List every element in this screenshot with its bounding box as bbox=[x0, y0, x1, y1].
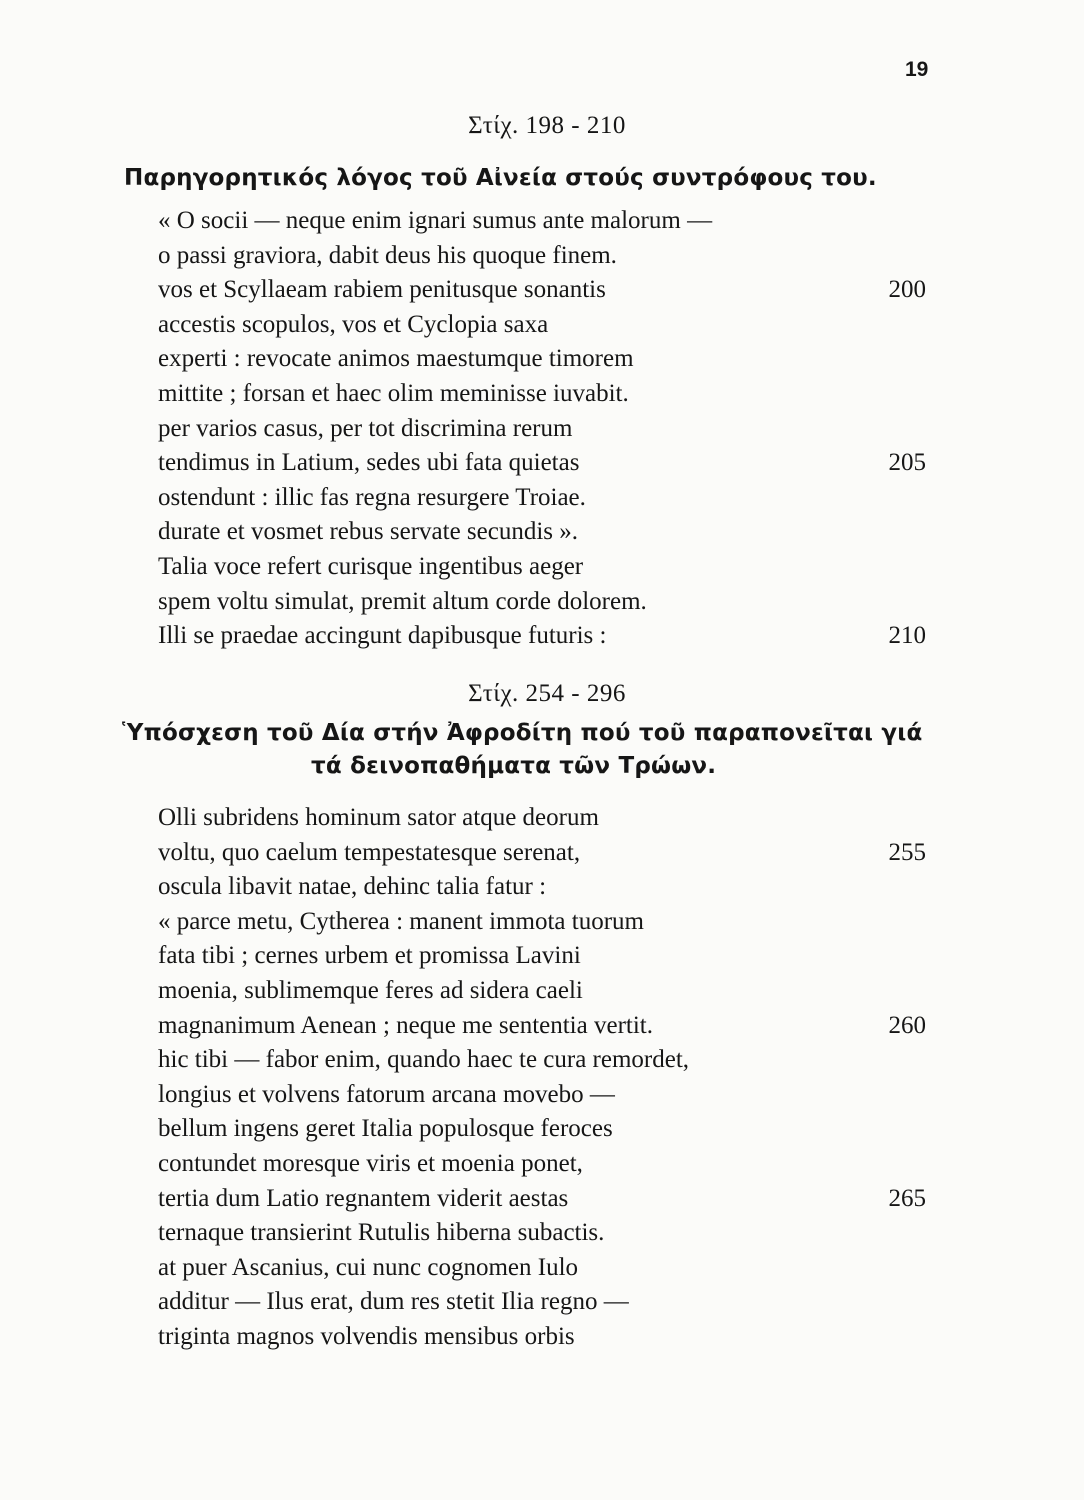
verse-number: 205 bbox=[888, 449, 926, 477]
verse-text: triginta magnos volvendis mensibus orbis bbox=[158, 1322, 575, 1350]
verse-line bbox=[158, 342, 926, 377]
verse-text: additur — Ilus erat, dum res stetit Ilia regno — bbox=[158, 1288, 629, 1316]
verse-line bbox=[158, 939, 926, 974]
verse-line bbox=[158, 515, 926, 550]
verse-line bbox=[158, 870, 926, 905]
verse-line bbox=[158, 1182, 926, 1217]
section-1-verse-range: Στίχ. 198 - 210 bbox=[468, 112, 626, 139]
verse-number: 255 bbox=[888, 838, 926, 866]
verse-text: durate et vosmet rebus servate secundis ». bbox=[158, 518, 579, 546]
verse-line bbox=[158, 1216, 926, 1251]
section-2-title-line-1: Ὑπόσχεση τοῦ Δία στήν Ἀφροδίτη πού τοῦ παραπονεῖται γιά bbox=[122, 720, 923, 746]
verse-text: longius et volvens fatorum arcana movebo — bbox=[158, 1080, 615, 1108]
verse-number: 260 bbox=[888, 1011, 926, 1039]
verse-text: Talia voce refert curisque ingentibus aeger bbox=[158, 552, 584, 580]
verse-text: voltu, quo caelum tempestatesque serenat, bbox=[158, 838, 581, 866]
verse-text: bellum ingens geret Italia populosque feroces bbox=[158, 1115, 613, 1143]
section-1-title: Παρηγορητικός λόγος τοῦ Αἰνεία στούς συντρόφους του. bbox=[124, 165, 877, 191]
section-2-title-line-2: τά δεινοπαθήματα τῶν Τρώων. bbox=[311, 753, 717, 779]
verse-text: hic tibi — fabor enim, quando haec te cura remordet, bbox=[158, 1046, 690, 1074]
verse-line bbox=[158, 974, 926, 1009]
verse-line bbox=[158, 1147, 926, 1182]
verse-line bbox=[158, 1285, 926, 1320]
verse-text: at puer Ascanius, cui nunc cognomen Iulo bbox=[158, 1253, 579, 1281]
verse-line bbox=[158, 1320, 926, 1355]
verse-text: oscula libavit natae, dehinc talia fatur : bbox=[158, 873, 547, 901]
verse-line bbox=[158, 619, 926, 654]
verse-text: vos et Scyllaeam rabiem penitusque sonantis bbox=[158, 276, 606, 304]
verse-text: « parce metu, Cytherea : manent immota tuorum bbox=[158, 907, 644, 935]
verse-text: Illi se praedae accingunt dapibusque futuris : bbox=[158, 622, 607, 650]
verse-line bbox=[158, 446, 926, 481]
verse-line bbox=[158, 585, 926, 620]
verse-text: tendimus in Latium, sedes ubi fata quietas bbox=[158, 449, 580, 477]
verse-text: ostendunt : illic fas regna resurgere Troiae. bbox=[158, 483, 586, 511]
verse-line bbox=[158, 1251, 926, 1286]
verse-text: spem voltu simulat, premit altum corde dolorem. bbox=[158, 587, 647, 615]
verse-text: fata tibi ; cernes urbem et promissa Lavini bbox=[158, 942, 581, 970]
verse-line bbox=[158, 1112, 926, 1147]
verse-text: mittite ; forsan et haec olim meminisse iuvabit. bbox=[158, 379, 629, 407]
verse-text: moenia, sublimemque feres ad sidera caeli bbox=[158, 976, 583, 1004]
verse-line bbox=[158, 273, 926, 308]
verse-line bbox=[158, 308, 926, 343]
verse-line bbox=[158, 1078, 926, 1113]
verse-text: magnanimum Aenean ; neque me sententia vertit. bbox=[158, 1011, 653, 1039]
verse-text: contundet moresque viris et moenia ponet, bbox=[158, 1149, 583, 1177]
verse-line bbox=[158, 1009, 926, 1044]
verse-text: experti : revocate animos maestumque timorem bbox=[158, 345, 634, 373]
verse-line bbox=[158, 204, 926, 239]
verse-line bbox=[158, 377, 926, 412]
verse-number: 210 bbox=[888, 622, 926, 650]
verse-text: o passi graviora, dabit deus his quoque finem. bbox=[158, 241, 617, 269]
verse-text: tertia dum Latio regnantem viderit aestas bbox=[158, 1184, 569, 1212]
verse-line bbox=[158, 550, 926, 585]
verse-line bbox=[158, 412, 926, 447]
verse-text: ternaque transierint Rutulis hiberna subactis. bbox=[158, 1219, 605, 1247]
verse-text: « O socii — neque enim ignari sumus ante malorum — bbox=[158, 207, 713, 234]
verse-line bbox=[158, 836, 926, 871]
verse-text: Olli subridens hominum sator atque deorum bbox=[158, 804, 599, 831]
verse-text: accestis scopulos, vos et Cyclopia saxa bbox=[158, 310, 549, 338]
section-2-verse-range: Στίχ. 254 - 296 bbox=[468, 680, 626, 707]
verse-number: 265 bbox=[888, 1184, 926, 1212]
verse-line bbox=[158, 1043, 926, 1078]
page-number: 19 bbox=[905, 58, 929, 81]
verse-number: 200 bbox=[888, 276, 926, 304]
verse-line bbox=[158, 239, 926, 274]
verse-line bbox=[158, 481, 926, 516]
section-1-verses bbox=[158, 204, 926, 654]
verse-text: per varios casus, per tot discrimina rerum bbox=[158, 414, 573, 442]
verse-line bbox=[158, 801, 926, 836]
verse-line bbox=[158, 905, 926, 940]
section-2-verses bbox=[158, 801, 926, 1355]
